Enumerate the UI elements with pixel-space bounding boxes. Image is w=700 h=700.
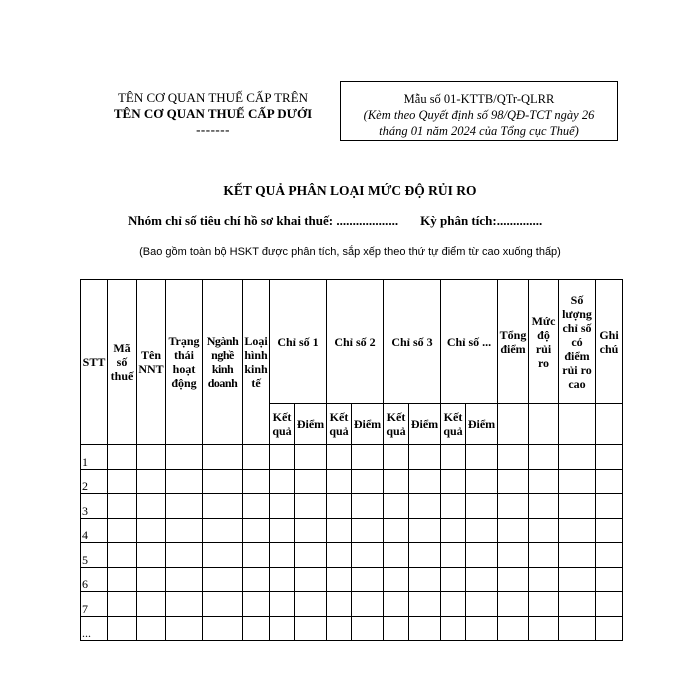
table-cell [559,543,596,568]
header-result: Kết quả [441,404,466,445]
table-cell [466,445,498,470]
header-index-more: Chỉ số ... [441,280,498,404]
table-cell [441,543,466,568]
header-total-score: Tổng điểm [498,280,529,404]
header-result: Kết quả [327,404,352,445]
table-cell [409,469,441,494]
header-result: Kết quả [270,404,295,445]
table-row [81,616,623,641]
table-cell [466,469,498,494]
table-cell [529,469,559,494]
header-risk-level: Mức độ rủi ro [529,280,559,404]
table-cell [327,445,352,470]
table-cell [166,616,203,641]
risk-result-table [80,279,623,641]
table-cell [270,543,295,568]
table-cell [108,616,137,641]
table-cell [203,616,243,641]
table-cell [466,494,498,519]
table-cell [441,469,466,494]
table-cell [203,518,243,543]
group-label: Nhóm chỉ số tiêu chí hồ sơ khai thuế: ................... [128,213,399,228]
form-number: Mẫu số 01-KTTB/QTr-QLRR [403,92,555,106]
table-cell [166,543,203,568]
table-cell [559,469,596,494]
table-cell [270,592,295,617]
form-reference-line-1: (Kèm theo Quyết định số 98/QĐ-TCT ngày 26 [363,108,595,122]
table-cell [384,543,409,568]
table-cell [409,445,441,470]
header-stt: STT [81,280,108,445]
table-cell [108,494,137,519]
table-cell [596,518,623,543]
header-score: Điểm [466,404,498,445]
table-cell [529,616,559,641]
row-number: 2 [81,469,108,494]
table-cell [498,616,529,641]
table-cell [384,494,409,519]
table-cell [466,567,498,592]
table-cell [466,616,498,641]
table-cell [137,616,166,641]
table-cell [295,518,327,543]
table-cell [243,518,270,543]
row-number: ... [81,616,108,641]
header-total-score-blank [498,404,529,445]
table-cell [384,592,409,617]
table-cell [108,567,137,592]
header-high-risk-count: Số lượng chỉ số có điểm rủi ro cao [559,280,596,404]
agency-divider: ------- [196,122,230,137]
table-cell [327,616,352,641]
table-cell [529,567,559,592]
table-cell [559,518,596,543]
row-number: 5 [81,543,108,568]
table-cell [108,469,137,494]
table-cell [270,518,295,543]
header-risk-level-blank [529,404,559,445]
table-cell [327,494,352,519]
table-cell [270,494,295,519]
table-cell [203,567,243,592]
table-header [81,280,623,445]
table-cell [596,445,623,470]
table-cell [352,494,384,519]
table-cell [243,616,270,641]
table-cell [352,567,384,592]
table-cell [466,518,498,543]
header-result: Kết quả [384,404,409,445]
table-cell [137,494,166,519]
table-cell [243,494,270,519]
row-number: 6 [81,567,108,592]
table-cell [295,494,327,519]
table-cell [498,469,529,494]
table-cell [270,567,295,592]
table-cell [596,567,623,592]
table-cell [243,592,270,617]
table-cell [441,592,466,617]
table-cell [327,518,352,543]
lower-agency-name: TÊN CƠ QUAN THUẾ CẤP DƯỚI [113,106,313,121]
table-cell [384,445,409,470]
table-cell [203,469,243,494]
table-cell [596,469,623,494]
table-body [81,445,623,641]
header-status: Trạng thái hoạt động [166,280,203,445]
form-reference-line-2: tháng 01 năm 2024 của Tổng cục Thuế) [379,124,579,138]
table-cell [529,445,559,470]
table-cell [529,518,559,543]
table-cell [559,592,596,617]
table-cell [166,518,203,543]
table-cell [441,567,466,592]
table-cell [529,592,559,617]
header-tax-code: Mã số thuế [108,280,137,445]
table-cell [596,543,623,568]
form-number-box [340,81,618,141]
table-cell [498,494,529,519]
table-cell [166,567,203,592]
header-index-3: Chỉ số 3 [384,280,441,404]
table-cell [441,445,466,470]
table-cell [596,592,623,617]
table-row [81,469,623,494]
table-cell [466,592,498,617]
header-high-risk-count-blank [559,404,596,445]
table-cell [166,592,203,617]
table-cell [352,469,384,494]
header-score: Điểm [409,404,441,445]
table-cell [137,469,166,494]
table-cell [327,543,352,568]
table-cell [203,445,243,470]
table-cell [498,567,529,592]
table-cell [137,567,166,592]
table-cell [498,445,529,470]
table-cell [529,543,559,568]
table-cell [270,616,295,641]
header-notes-blank [596,404,623,445]
table-cell [166,469,203,494]
table-cell [352,445,384,470]
table-cell [409,616,441,641]
header-business-type: Loại hình kinh tế [243,280,270,445]
table-cell [203,543,243,568]
table-row [81,445,623,470]
table-cell [243,445,270,470]
table-cell [203,494,243,519]
table-cell [352,518,384,543]
row-number: 3 [81,494,108,519]
table-cell [270,469,295,494]
table-cell [559,616,596,641]
row-number: 1 [81,445,108,470]
table-cell [384,469,409,494]
table-cell [441,494,466,519]
table-cell [327,567,352,592]
table-cell [498,592,529,617]
period-label: Kỳ phân tích:.............. [420,213,543,228]
table-cell [352,543,384,568]
table-cell [409,518,441,543]
table-cell [441,518,466,543]
table-cell [295,445,327,470]
table-cell [352,592,384,617]
row-number: 7 [81,592,108,617]
table-cell [327,592,352,617]
agency-block [98,90,328,138]
table-cell [137,543,166,568]
table-row [81,494,623,519]
table-cell [466,543,498,568]
table-cell [295,616,327,641]
group-period-line [128,213,542,229]
table-cell [596,616,623,641]
row-number: 4 [81,518,108,543]
table-cell [559,494,596,519]
table-cell [108,543,137,568]
table-cell [137,445,166,470]
header-taxpayer-name: Tên NNT [137,280,166,445]
table-cell [409,494,441,519]
table-cell [384,567,409,592]
header-notes: Ghi chú [596,280,623,404]
table-row [81,518,623,543]
table-row [81,543,623,568]
header-industry: Ngành nghề kinh doanh [203,280,243,445]
table-cell [327,469,352,494]
table-cell [498,543,529,568]
table-cell [108,445,137,470]
table-cell [596,494,623,519]
table-row [81,567,623,592]
table-cell [270,445,295,470]
table-cell [384,518,409,543]
table-cell [137,592,166,617]
header-index-2: Chỉ số 2 [327,280,384,404]
table-cell [529,494,559,519]
table-cell [108,518,137,543]
document-title: KẾT QUẢ PHÂN LOẠI MỨC ĐỘ RỦI RO [223,183,477,198]
table-cell [409,543,441,568]
table-note: (Bao gồm toàn bộ HSKT được phân tích, sắp xếp theo thứ tự điểm từ cao xuống thấp) [139,246,561,258]
header-score: Điểm [352,404,384,445]
table-cell [243,543,270,568]
table-cell [295,592,327,617]
table-cell [384,616,409,641]
table-cell [441,616,466,641]
table-cell [295,469,327,494]
table-cell [498,518,529,543]
table-cell [559,445,596,470]
table-cell [295,543,327,568]
table-cell [559,567,596,592]
header-score: Điểm [295,404,327,445]
table-cell [108,592,137,617]
table-cell [295,567,327,592]
table-cell [243,469,270,494]
header-index-1: Chỉ số 1 [270,280,327,404]
table-cell [409,592,441,617]
table-cell [352,616,384,641]
table-cell [243,567,270,592]
table-cell [166,494,203,519]
table-row [81,592,623,617]
upper-agency-name: TÊN CƠ QUAN THUẾ CẤP TRÊN [117,90,309,105]
table-cell [137,518,166,543]
table-cell [409,567,441,592]
table-cell [166,445,203,470]
table-cell [203,592,243,617]
